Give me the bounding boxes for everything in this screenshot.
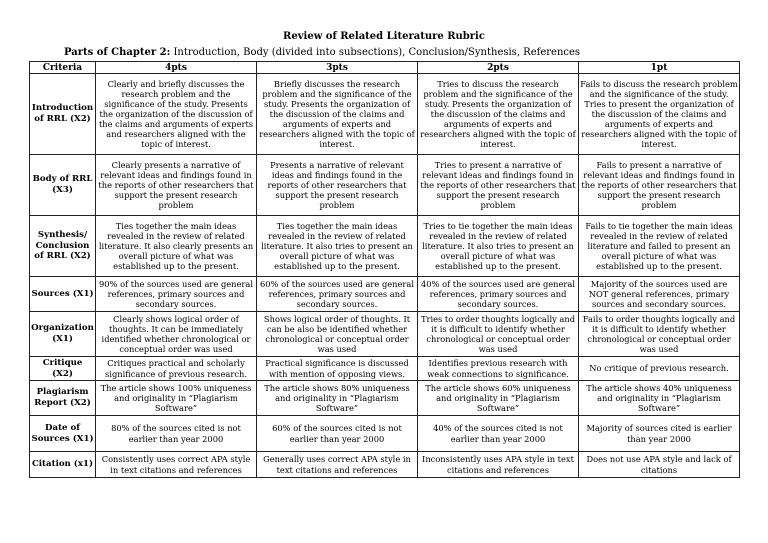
criteria-cell: Introduction of RRL (X2) xyxy=(30,74,96,155)
score-cell: Generally uses correct APA style in text citations and references xyxy=(257,452,418,478)
score-cell: Clearly presents a narrative of relevant ideas and findings found in the reports of other researchers that support the present research problem xyxy=(96,155,257,216)
score-cell: Inconsistently uses APA style in text citations and references xyxy=(418,452,579,478)
score-cell: Clearly and briefly discusses the research problem and the significance of the study. Presents the organization of the discussion of the claims and arguments of experts and researchers aligned with the topic of interest. xyxy=(96,74,257,155)
table-row xyxy=(30,312,740,357)
score-cell: Ties together the main ideas revealed in the review of related literature. It also clearly presents an overall picture of what was established up to the present. xyxy=(96,216,257,277)
score-cell: Fails to tie together the main ideas revealed in the review of related literature and failed to present an overall picture of what was established up to the present. xyxy=(579,216,740,277)
score-cell: The article shows 80% uniqueness and originality in “Plagiarism Software” xyxy=(257,381,418,416)
rubric-table xyxy=(29,61,740,478)
criteria-cell: Synthesis/ Conclusion of RRL (X2) xyxy=(30,216,96,277)
score-cell: Tries to order thoughts logically and it is difficult to identify whether chronological or conceptual order was used xyxy=(418,312,579,357)
document-title: Review of Related Literature Rubric xyxy=(283,31,485,42)
score-cell: The article shows 100% uniqueness and originality in “Plagiarism Software” xyxy=(96,381,257,416)
criteria-cell: Organization (X1) xyxy=(30,312,96,357)
table-row xyxy=(30,277,740,312)
score-cell: Fails to discuss the research problem and the significance of the study. Tries to present the organization of the discussion of the claims and arguments of experts and researchers aligned with the topic of interest. xyxy=(579,74,740,155)
criteria-cell: Date of Sources (X1) xyxy=(30,416,96,452)
score-cell: Majority of sources cited is earlier than year 2000 xyxy=(579,416,740,452)
table-row xyxy=(30,74,740,155)
header-2pts: 2pts xyxy=(418,62,579,74)
score-cell: No critique of previous research. xyxy=(579,357,740,381)
score-cell: Identifies previous research with weak connections to significance. xyxy=(418,357,579,381)
score-cell: Tries to present a narrative of relevant ideas and findings found in the reports of other researchers that support the present research problem xyxy=(418,155,579,216)
header-4pts: 4pts xyxy=(96,62,257,74)
header-3pts: 3pts xyxy=(257,62,418,74)
score-cell: Consistently uses correct APA style in text citations and references xyxy=(96,452,257,478)
score-cell: Briefly discusses the research problem and the significance of the study. Presents the organization of the discussion of the claims and arguments of experts and researchers aligned with the topic of interest. xyxy=(257,74,418,155)
table-row xyxy=(30,416,740,452)
header-criteria: Criteria xyxy=(30,62,96,74)
score-cell: Tries to discuss the research problem and the significance of the study. Presents the organization of the discussion of the claims and arguments of experts and researchers aligned with the topic of interest. xyxy=(418,74,579,155)
score-cell: Fails to present a narrative of relevant ideas and findings found in the reports of other researchers that support the present research problem xyxy=(579,155,740,216)
score-cell: Ties together the main ideas revealed in the review of related literature. It also tries to present an overall picture of what was established up to the present. xyxy=(257,216,418,277)
table-row xyxy=(30,155,740,216)
score-cell: Critiques practical and scholarly significance of previous research. xyxy=(96,357,257,381)
criteria-cell: Sources (X1) xyxy=(30,277,96,312)
table-row xyxy=(30,452,740,478)
score-cell: The article shows 40% uniqueness and originality in “Plagiarism Software” xyxy=(579,381,740,416)
criteria-cell: Body of RRL (X3) xyxy=(30,155,96,216)
score-cell: Presents a narrative of relevant ideas and findings found in the reports of other researchers that support the present research problem xyxy=(257,155,418,216)
criteria-cell: Critique (X2) xyxy=(30,357,96,381)
score-cell: Majority of the sources used are NOT general references, primary sources and secondary sources. xyxy=(579,277,740,312)
score-cell: Tries to tie together the main ideas revealed in the review of related literature. It also tries to present an overall picture of what was established up to the present. xyxy=(418,216,579,277)
subtitle-text: Introduction, Body (divided into subsections), Conclusion/Synthesis, References xyxy=(170,47,581,58)
criteria-cell: Plagiarism Report (X2) xyxy=(30,381,96,416)
table-row xyxy=(30,357,740,381)
score-cell: Shows logical order of thoughts. It can be also be identified whether chronological or conceptual order was used xyxy=(257,312,418,357)
score-cell: 60% of the sources cited is not earlier than year 2000 xyxy=(257,416,418,452)
score-cell: Clearly shows logical order of thoughts. It can be immediately identified whether chronological or conceptual order was used xyxy=(96,312,257,357)
score-cell: 60% of the sources used are general references, primary sources and secondary sources. xyxy=(257,277,418,312)
score-cell: Does not use APA style and lack of citations xyxy=(579,452,740,478)
criteria-cell: Citation (x1) xyxy=(30,452,96,478)
score-cell: The article shows 60% uniqueness and originality in “Plagiarism Software” xyxy=(418,381,579,416)
score-cell: 40% of the sources used are general references, primary sources and secondary sources. xyxy=(418,277,579,312)
subtitle-lead: Parts of Chapter 2: xyxy=(64,47,171,58)
score-cell: 80% of the sources cited is not earlier than year 2000 xyxy=(96,416,257,452)
table-row xyxy=(30,216,740,277)
header-row xyxy=(30,62,740,74)
score-cell: 90% of the sources used are general references, primary sources and secondary sources. xyxy=(96,277,257,312)
document-subtitle xyxy=(64,46,580,59)
table-row xyxy=(30,381,740,416)
score-cell: 40% of the sources cited is not earlier than year 2000 xyxy=(418,416,579,452)
header-1pt: 1pt xyxy=(579,62,740,74)
score-cell: Practical significance is discussed with mention of opposing views. xyxy=(257,357,418,381)
score-cell: Fails to order thoughts logically and it is difficult to identify whether chronological or conceptual order was used xyxy=(579,312,740,357)
